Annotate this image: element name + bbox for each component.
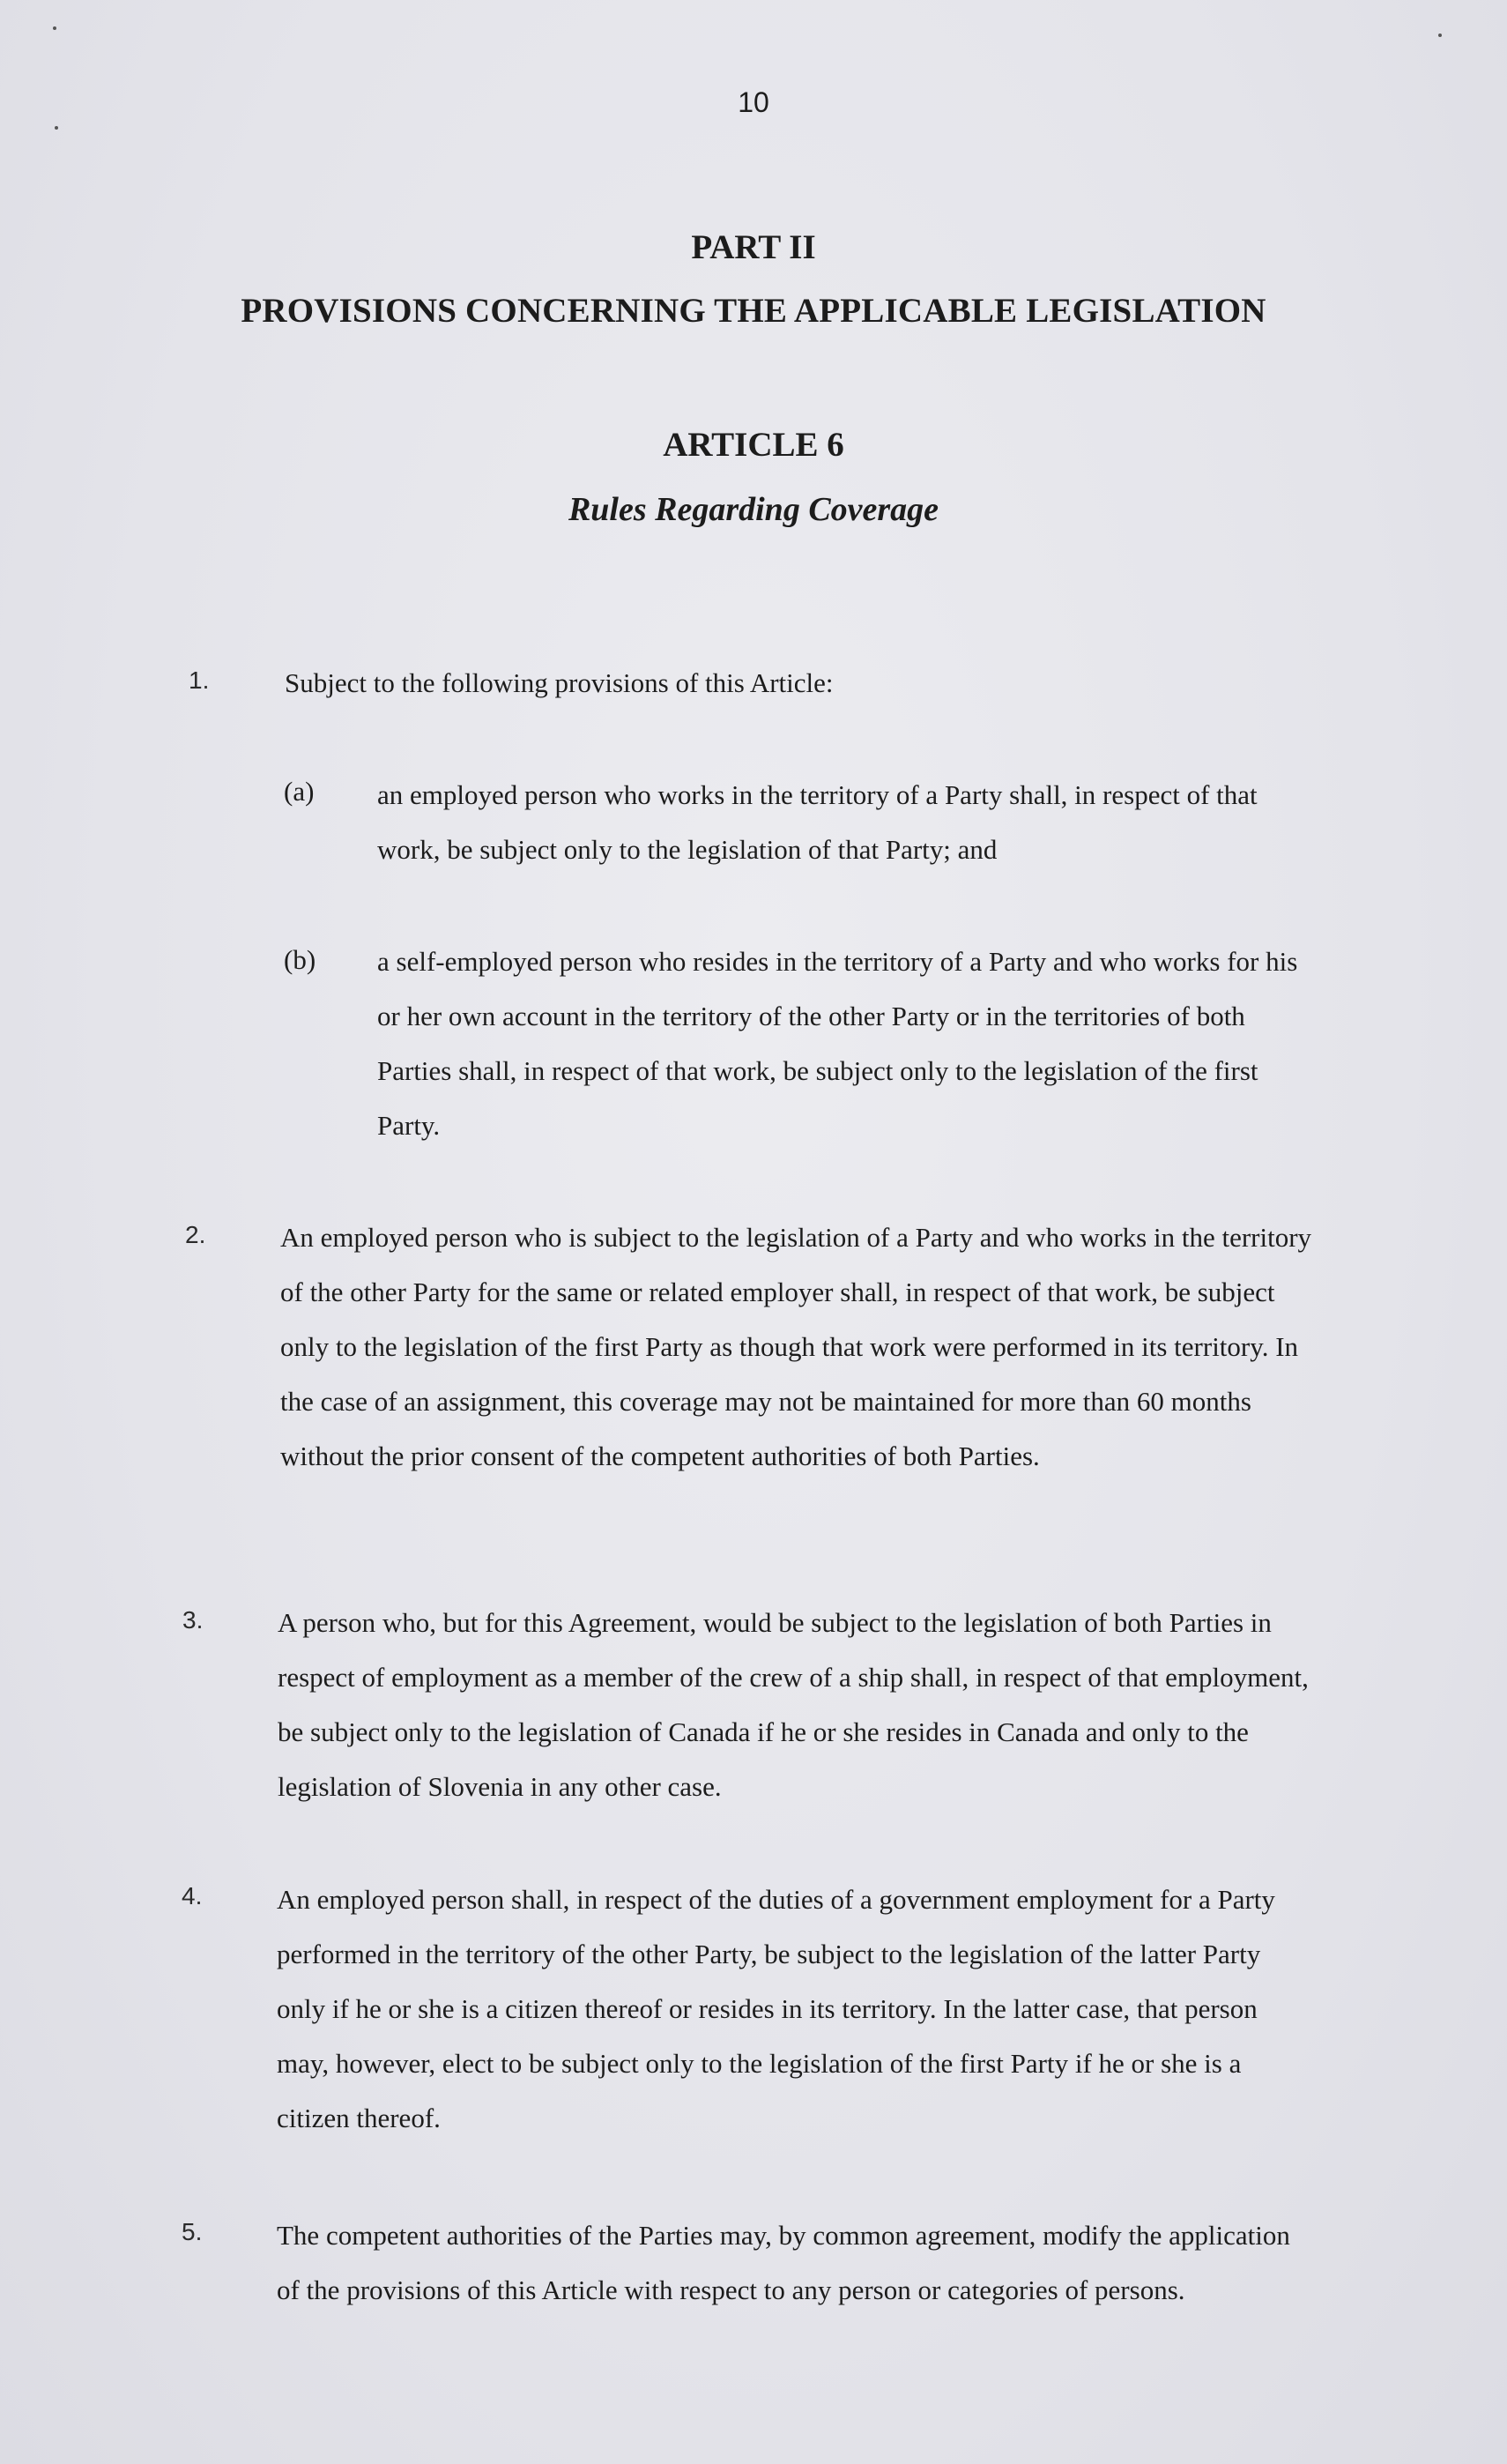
paper-speck — [55, 126, 58, 130]
part-subtitle: PROVISIONS CONCERNING THE APPLICABLE LEGISLATION — [241, 292, 1266, 330]
item-text: an employed person who works in the territory of a Party shall, in respect of that work, be subject only to the legislation of that Party; and — [377, 779, 1258, 865]
paper-speck — [53, 26, 56, 30]
item-label: (a) — [284, 776, 315, 807]
paragraph-text: Subject to the following provisions of this Article: — [285, 667, 834, 698]
paragraph-text: An employed person who is subject to the legislation of a Party and who works in the territory of the other Party for the same or related employer shall, in respect of that work, be subject only to the legislation of the first Party as though that work were performed in its territory. In the case of an assignment, this coverage may not be maintained for more than 60 months without the prior consent of the competent authorities of both Parties. — [280, 1222, 1312, 1471]
paragraph-text: The competent authorities of the Parties may, by common agreement, modify the application of the provisions of this Article with respect to any person or categories of persons. — [277, 2220, 1290, 2305]
paragraph-number: 5. — [182, 2218, 203, 2245]
paragraph-number: 4. — [182, 1882, 203, 1909]
page-number: 10 — [738, 86, 769, 118]
item-label: (b) — [284, 944, 316, 975]
paragraph-text: A person who, but for this Agreement, would be subject to the legislation of both Parties in respect of employment as a member of the crew of a ship shall, in respect of that employment, be subject only to the legislation of Canada if he or she resides in Canada and only to the legislation of Slovenia in any other case. — [278, 1607, 1309, 1802]
paragraph-number: 2. — [185, 1221, 206, 1248]
paragraph-number: 1. — [189, 666, 210, 694]
article-title: ARTICLE 6 — [663, 426, 844, 464]
part-title: PART II — [691, 228, 816, 266]
paragraph-number: 3. — [182, 1606, 204, 1634]
paragraph-text: An employed person shall, in respect of the duties of a government employment for a Party performed in the territory of the other Party, be subject to the legislation of the latter Party only if he or she is a citizen thereof or resides in its territory. In the latter case, that person may, however, elect to be subject only to the legislation of the first Party if he or she is a citizen thereof. — [277, 1884, 1275, 2133]
paper-speck — [1438, 33, 1442, 37]
item-text: a self-employed person who resides in the territory of a Party and who works for his or her own account in the territory of the other Party or in the territories of both Parties shall, in respect of that work, be subject only to the legislation of the first Party. — [377, 946, 1298, 1141]
article-subtitle: Rules Regarding Coverage — [568, 491, 939, 528]
